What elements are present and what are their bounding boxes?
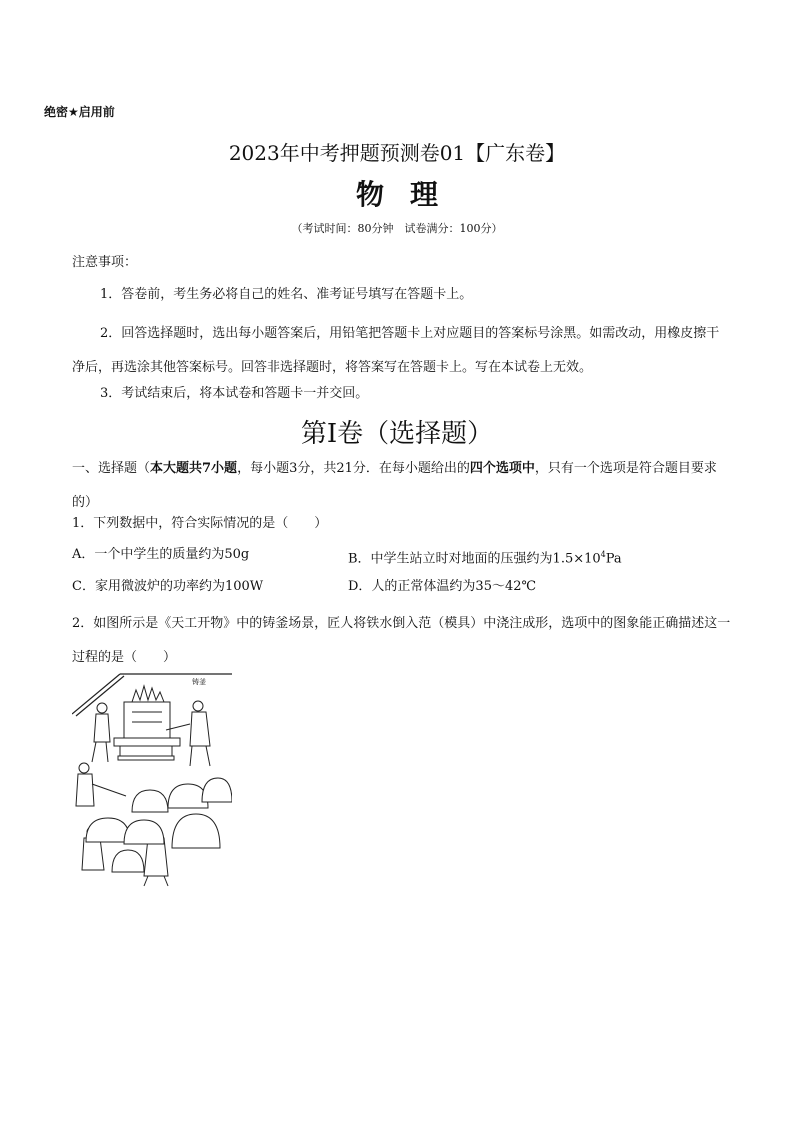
option-b-exponent: 4 [600,550,606,559]
part-bold-options: 四个选项中 [469,461,535,476]
part-lead: 一、选择题（ [72,461,151,476]
note-item-3: 3．考试结束后，将本试卷和答题卡一并交回。 [100,386,369,401]
figure-caption: 铸釜 [192,678,206,686]
furnace [114,686,180,760]
question-1-option-a: A．一个中学生的质量约为50g [72,547,250,562]
option-b-text: B．中学生站立时对地面的压强约为1.5×10 [348,551,601,567]
question-1-option-b [348,545,622,569]
notes-heading: 注意事项： [72,255,138,270]
note-item-2: 2．回答选择题时，选出每小题答案后，用铅笔把答题卡上对应题目的答案标号涂黑。如需改动，用橡皮擦干净后，再选涂其他答案标号。回答非选择题时，将答案写在答题卡上。写在本试卷上无效。 [72,326,720,375]
casting-illustration [72,672,232,888]
part-bold-count: 本大题共7小题 [150,461,238,476]
confidential-label: 绝密★启用前 [44,105,115,119]
question-1-option-c: C．家用微波炉的功率约为100W [72,579,264,594]
question-2-stem: 2．如图所示是《天工开物》中的铸釜场景，匠人将铁水倒入范（模具）中浇注成形，选项中的图象能正确描述这一过程的是（ ） [72,616,731,665]
exam-title: 2023年中考押题预测卷01【广东卷】 [228,141,566,165]
question-1-stem: 1．下列数据中，符合实际情况的是（ ） [72,516,328,531]
part-instructions [72,452,732,520]
section-title: 第Ⅰ卷（选择题） [300,419,494,449]
part-tail: ，只有一个选项是符合题目要求的） [72,461,717,510]
part-mid: ，每小题3分，共21分．在每小题给出的 [237,461,470,476]
question-1-option-d: D．人的正常体温约为35～42℃ [348,579,537,594]
option-b-unit: Pa [605,551,622,567]
subject-title: 物理 [355,178,464,211]
note-item-1: 1．答卷前，考生务必将自己的姓名、准考证号填写在答题卡上。 [100,287,473,302]
exam-info: （考试时间：80分钟 试卷满分：100分） [291,222,503,235]
